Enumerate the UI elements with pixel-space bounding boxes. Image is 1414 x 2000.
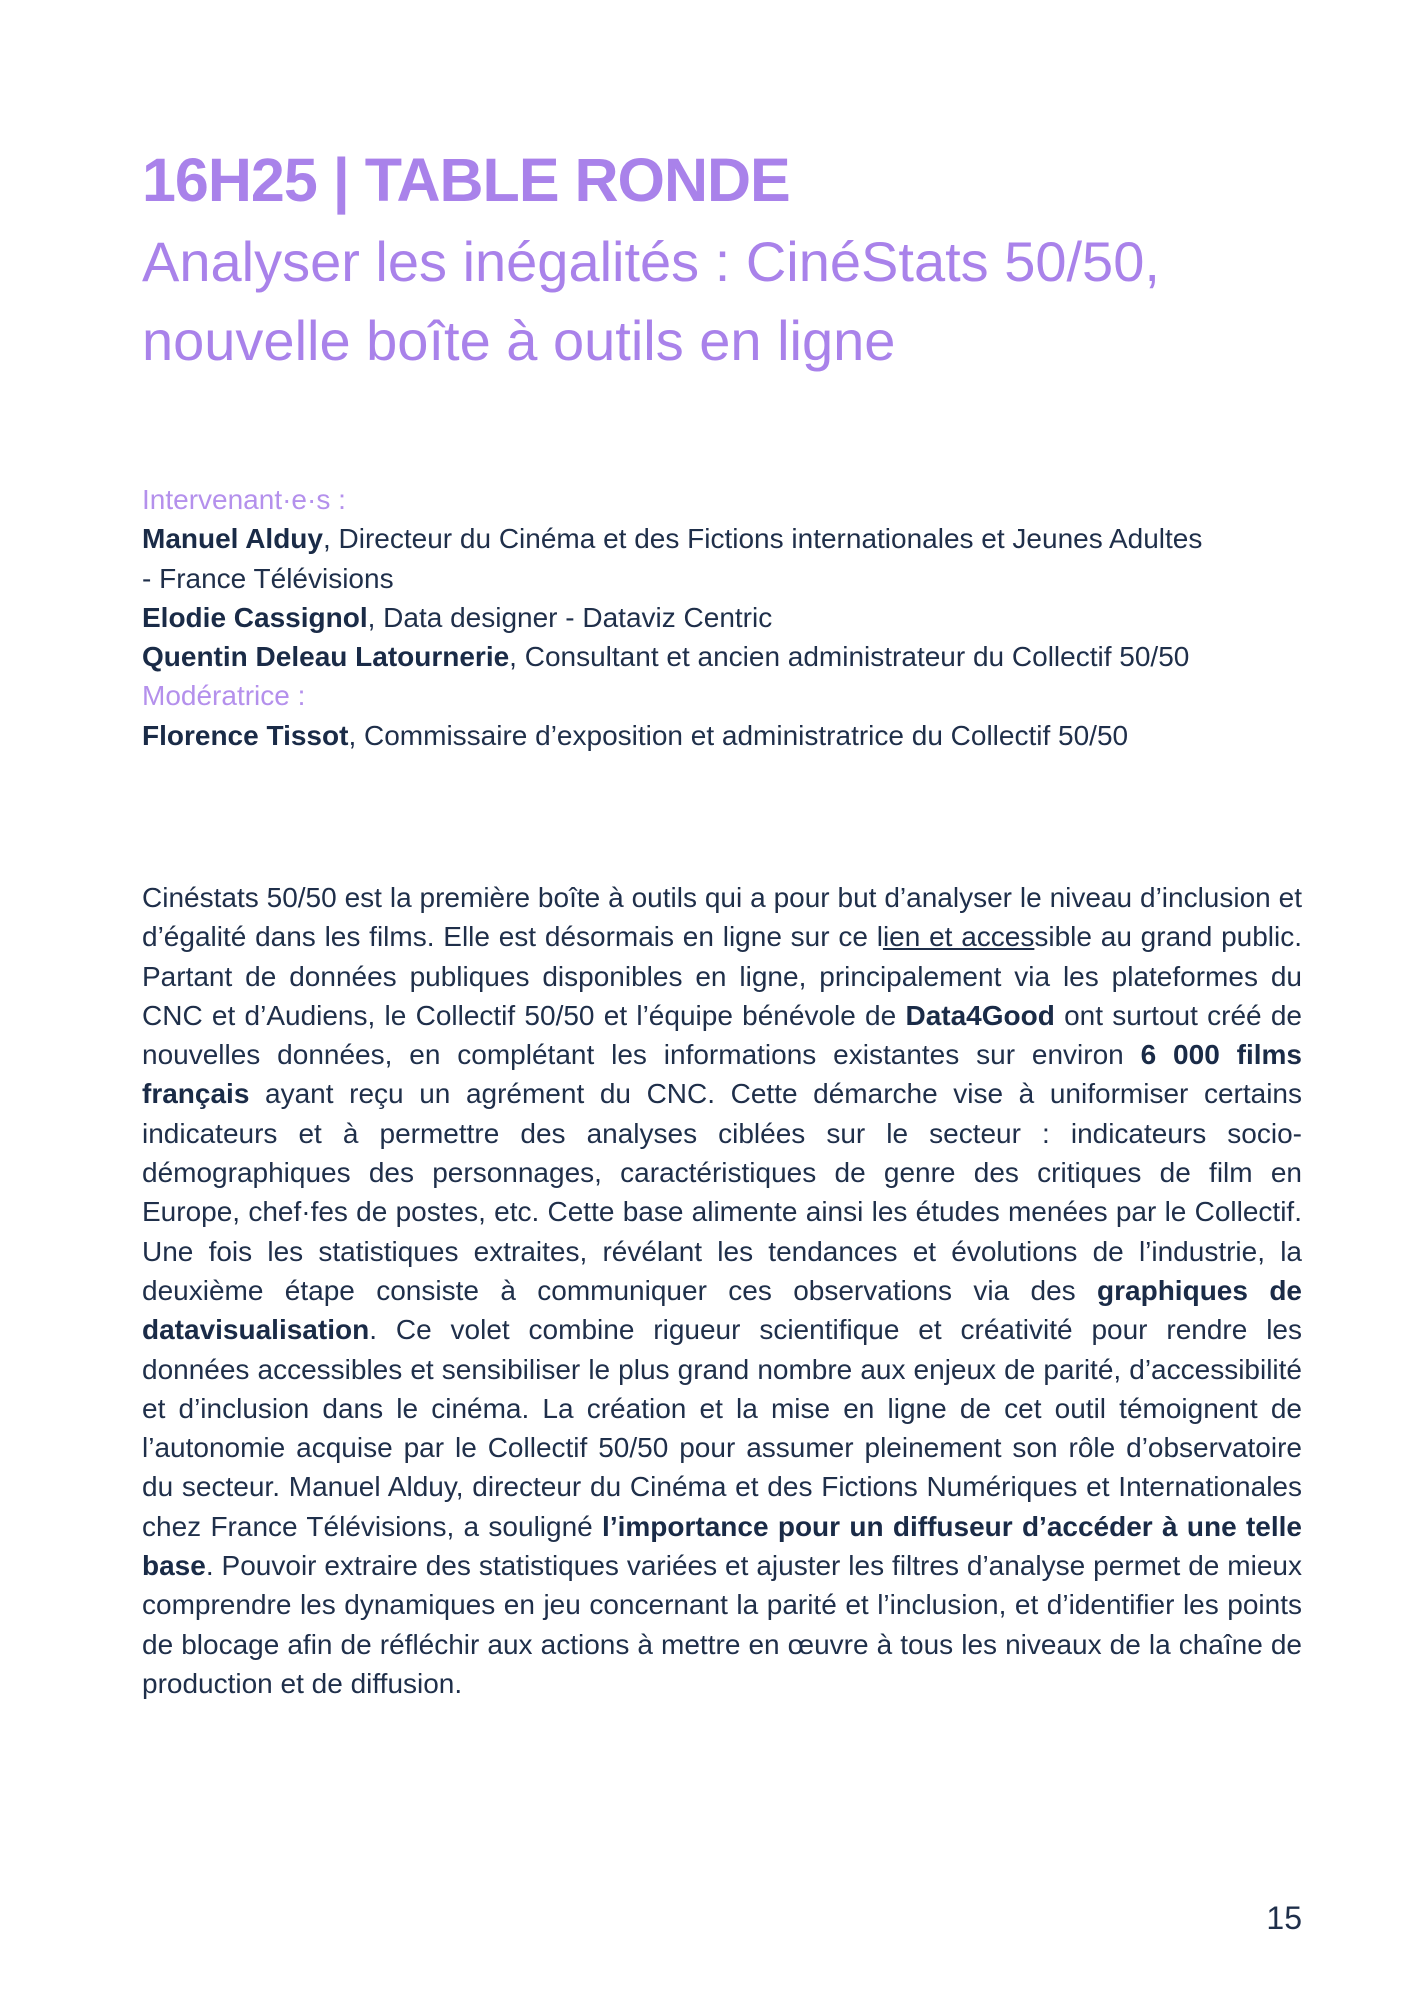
session-time-title: 16H25 | TABLE RONDE: [142, 146, 790, 214]
moderator-role: , Commissaire d’exposition et administratrice du Collectif 50/50: [348, 719, 1129, 751]
moderator-name: Florence Tissot: [142, 719, 349, 751]
speaker-role: , Data designer - Dataviz Centric: [367, 601, 773, 633]
speaker-line: [142, 519, 1302, 558]
description-paragraph: [142, 878, 1302, 1703]
speaker-role-continued: - France Télévisions: [142, 562, 394, 594]
speakers-label: Intervenant·e·s :: [142, 484, 346, 515]
emphasis-data4good: Data4Good: [905, 999, 1055, 1031]
speaker-name: Elodie Cassignol: [142, 601, 368, 633]
speaker-line: [142, 637, 1302, 676]
text-segment: ayant reçu un agrément du CNC. Cette démarche vise à uniformiser certains indicateurs et à permettre des analyses ciblées sur le secteur : indicateurs socio-démographiques des personnages, caractéristiques de genre des critiques de film en Europe, chef·fes de postes, etc. Cette base alimente ainsi les études menées par le Collectif. Une fois les statistiques extraites, révélant les tendances et évolutions de l’industrie, la deuxième étape consiste à communiquer ces observations via des: [142, 1078, 1302, 1306]
text-segment: ont surtout créé de nouvelles données, en complétant les informations existantes sur environ: [142, 999, 1302, 1071]
speaker-role: , Directeur du Cinéma et des Fictions internationales et Jeunes Adultes: [322, 523, 1203, 555]
emphasis-dataviz: graphiques de datavisualisation: [142, 1274, 1302, 1346]
page-number: 15: [1266, 1900, 1302, 1936]
speaker-name: Quentin Deleau Latournerie: [142, 641, 510, 673]
text-segment: Cinéstats 50/50 est la première boîte à outils qui a pour but d’analyser le niveau d’inclusion et d’égalité dans les films. Elle est désormais en ligne sur ce l: [142, 882, 1302, 953]
text-segment: sible au grand public. Partant de données publiques disponibles en ligne, principalement via les plateformes du CNC et d’Audiens, le Collectif 50/50 et l’équipe bénévole de: [142, 921, 1303, 1031]
text-segment: . Ce volet combine rigueur scientifique et créativité pour rendre les données accessibles et sensibiliser le plus grand nombre aux enjeux de parité, d’accessibilité et d’inclusion dans le cinéma. La création et la mise en ligne de cet outil témoignent de l’autonomie acquise par le Collectif 50/50 pour assumer pleinement son rôle d’observatoire du secteur. Manuel Alduy, directeur du Cinéma et des Fictions Numériques et Internationales chez France Télévisions, a souligné: [142, 1314, 1302, 1542]
speaker-role: , Consultant et ancien administrateur du Collectif 50/50: [509, 641, 1190, 673]
session-subtitle: Analyser les inégalités : CinéStats 50/50, nouvelle boîte à outils en ligne: [142, 230, 1160, 372]
speaker-line: [142, 598, 1302, 637]
moderator-label: Modératrice :: [142, 680, 306, 712]
moderator-line: [142, 716, 1302, 755]
text-segment: . Pouvoir extraire des statistiques variées et ajuster les filtres d’analyse permet de mieux comprendre les dynamiques en jeu concernant la parité et l’inclusion, et d’identifier les points de blocage afin de réfléchir aux actions à mettre en œuvre à tous les niveaux de la chaîne de production et de diffusion.: [142, 1550, 1302, 1699]
speakers-block: [142, 480, 1302, 755]
emphasis-importance: l’importance pour un diffuseur d’accéder à une telle base: [142, 1510, 1303, 1582]
online-link[interactable]: ien et acces: [882, 921, 1035, 953]
emphasis-films-count: 6 000 films français: [142, 1039, 1302, 1110]
speaker-name: Manuel Alduy: [142, 523, 323, 555]
